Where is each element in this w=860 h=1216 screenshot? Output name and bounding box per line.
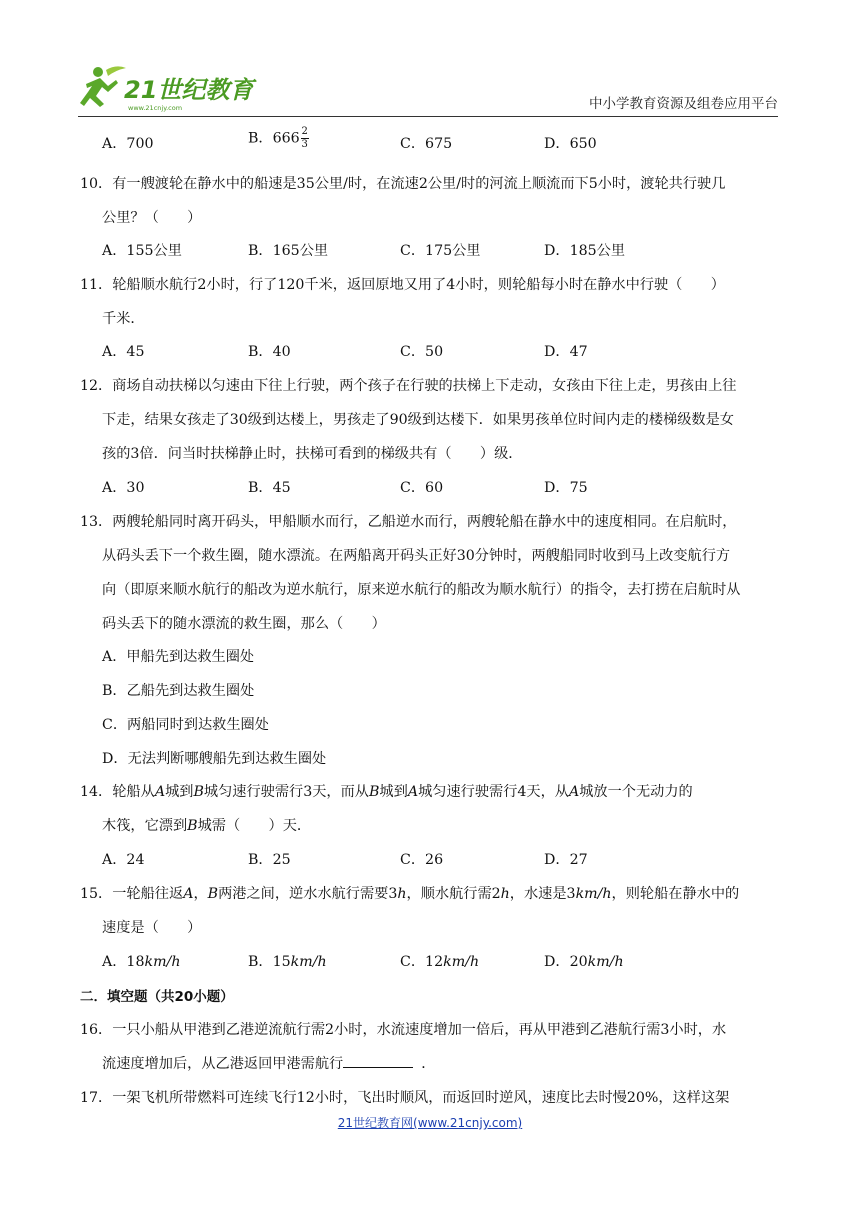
q15-line-2: 速度是（ ） bbox=[102, 920, 202, 936]
var-b: B bbox=[193, 784, 204, 800]
q12-line-3: 孩的3倍．问当时扶梯静止时，扶梯可看到的梯级共有（ ）级． bbox=[102, 446, 523, 462]
text-run: 城匀速行驶需行3天，而从 bbox=[203, 784, 369, 800]
q11-line-1: 11．轮船顺水航行2小时，行了120千米，返回原地又用了4小时，则轮船每小时在静水中行驶（ ） bbox=[80, 277, 725, 293]
q13-option-c: C．两船同时到达救生圈处 bbox=[102, 717, 269, 733]
text-run: 城需（ ）天． bbox=[197, 818, 312, 834]
var-a: A bbox=[568, 784, 580, 800]
q14-option-c: C．26 bbox=[400, 852, 444, 868]
text-run: ． bbox=[421, 1056, 436, 1072]
q15-option-c bbox=[400, 951, 479, 971]
var-a: A bbox=[407, 784, 419, 800]
q15-line-1 bbox=[80, 883, 739, 903]
q11-option-a: A．45 bbox=[102, 344, 145, 360]
text-run: 两港之间，逆水水航行需要3 bbox=[218, 886, 398, 902]
q10-option-d: D．185公里 bbox=[544, 243, 626, 259]
section-heading-fill-blank: 二．填空题（共20小题） bbox=[80, 989, 234, 1005]
q16-line-2 bbox=[102, 1053, 435, 1073]
q13-option-b: B．乙船先到达救生圈处 bbox=[102, 683, 255, 699]
q13-option-a: A．甲船先到达救生圈处 bbox=[102, 649, 255, 665]
q9-fraction bbox=[301, 127, 309, 150]
text-run: 城放一个无动力的 bbox=[579, 784, 693, 800]
q13-line-1: 13．两艘轮船同时离开码头，甲船顺水而行，乙船逆水而行，两艘轮船在静水中的速度相同。在启航时， bbox=[80, 514, 737, 530]
q14-option-a: A．24 bbox=[102, 852, 145, 868]
q9-option-b-label: B．666 bbox=[248, 130, 300, 147]
unit-kmh: km/h bbox=[575, 886, 612, 902]
text-run: 城到 bbox=[165, 784, 194, 800]
q10-line-1: 10．有一艘渡轮在静水中的船速是35公里/时，在流速2公里/时的河流上顺流而下5小时，渡轮共行驶几 bbox=[80, 176, 726, 192]
text-run: ，水速是3 bbox=[509, 886, 576, 902]
text-run: 城匀速行驶需行4天，从 bbox=[418, 784, 569, 800]
text-run: ， bbox=[193, 886, 208, 902]
q9-option-c: C．675 bbox=[400, 136, 453, 152]
q13-line-3: 向（即原来顺水航行的船改为逆水航行，原来逆水航行的船改为顺水航行）的指令，去打捞在启航时从 bbox=[102, 582, 741, 598]
q16-line-1: 16．一只小船从甲港到乙港逆流航行需2小时，水流速度增加一倍后，再从甲港到乙港航行需3小时，水 bbox=[80, 1022, 727, 1038]
option-value: C．12 bbox=[400, 954, 444, 970]
platform-title: 中小学教育资源及组卷应用平台 bbox=[589, 96, 778, 112]
text-run: 流速度增加后，从乙港返回甲港需航行 bbox=[102, 1056, 344, 1072]
var-b: B bbox=[368, 784, 380, 800]
logo-text: 21世纪教育 bbox=[124, 76, 254, 104]
q14-line-2 bbox=[102, 815, 311, 835]
q10-option-a: A．155公里 bbox=[102, 243, 182, 259]
unit-h: h bbox=[397, 886, 407, 902]
fraction-denominator: 3 bbox=[301, 139, 308, 150]
logo-url: www.21cnjy.com bbox=[128, 104, 183, 112]
q12-option-d: D．75 bbox=[544, 480, 588, 496]
footer-link[interactable]: 21世纪教育网(www.21cnjy.com) bbox=[337, 1116, 523, 1130]
q10-option-b: B．165公里 bbox=[248, 243, 329, 259]
q15-option-d bbox=[544, 951, 624, 971]
option-value: A．18 bbox=[102, 954, 145, 970]
header-rule bbox=[78, 116, 778, 117]
var-a: A bbox=[183, 886, 194, 902]
q11-option-b: B．40 bbox=[248, 344, 291, 360]
text-run: 木筏，它漂到 bbox=[102, 818, 188, 834]
text-run: ，顺水航行需2 bbox=[406, 886, 501, 902]
logo-21cnjy bbox=[78, 62, 258, 114]
q12-option-c: C．60 bbox=[400, 480, 444, 496]
q12-line-2: 下走，结果女孩走了30级到达楼上，男孩走了90级到达楼下．如果男孩单位时间内走的楼梯级数是女 bbox=[102, 412, 734, 428]
text-run: ，则轮船在静水中的 bbox=[611, 886, 740, 902]
option-value: B．15 bbox=[248, 954, 291, 970]
unit-kmh: km/h bbox=[443, 954, 480, 970]
unit-h: h bbox=[500, 886, 510, 902]
var-b: B bbox=[207, 886, 219, 902]
unit-kmh: km/h bbox=[290, 954, 327, 970]
fraction-numerator: 2 bbox=[301, 126, 308, 137]
q15-option-a bbox=[102, 951, 180, 971]
answer-blank[interactable] bbox=[343, 1054, 413, 1068]
q14-option-b: B．25 bbox=[248, 852, 291, 868]
q10-option-c: C．175公里 bbox=[400, 243, 481, 259]
footer bbox=[0, 1114, 860, 1131]
q13-line-4: 码头丢下的随水漂流的救生圈，那么（ ） bbox=[102, 616, 386, 632]
text-run: 城到 bbox=[379, 784, 408, 800]
q17-line-1: 17．一架飞机所带燃料可连续飞行12小时，飞出时顺风，而返回时逆风，速度比去时慢20%，这样这架 bbox=[80, 1090, 730, 1106]
q11-line-2: 千米． bbox=[102, 311, 145, 327]
q12-line-1: 12．商场自动扶梯以匀速由下往上行驶，两个孩子在行驶的扶梯上下走动，女孩由下往上走，男孩由上往 bbox=[80, 378, 737, 394]
q13-line-2: 从码头丢下一个救生圈，随水漂流。在两船离开码头正好30分钟时，两艘船同时收到马上改变航行方 bbox=[102, 548, 731, 564]
q9-option-b bbox=[248, 127, 309, 150]
q12-option-a: A．30 bbox=[102, 480, 145, 496]
q15-option-b bbox=[248, 951, 327, 971]
q13-option-d: D．无法判断哪艘船先到达救生圈处 bbox=[102, 751, 327, 767]
unit-kmh: km/h bbox=[144, 954, 181, 970]
q12-option-b: B．45 bbox=[248, 480, 291, 496]
text-run: 14．轮船从 bbox=[80, 784, 155, 800]
q11-option-d: D．47 bbox=[544, 344, 588, 360]
q9-option-d: D．650 bbox=[544, 136, 597, 152]
unit-kmh: km/h bbox=[587, 954, 624, 970]
q14-option-d: D．27 bbox=[544, 852, 588, 868]
q14-line-1 bbox=[80, 781, 693, 801]
page-header bbox=[78, 62, 778, 114]
text-run: 15．一轮船往返 bbox=[80, 886, 184, 902]
var-a: A bbox=[154, 784, 166, 800]
q11-option-c: C．50 bbox=[400, 344, 444, 360]
q10-line-2: 公里？（ ） bbox=[102, 210, 202, 226]
var-b: B bbox=[187, 818, 198, 834]
q9-option-a: A．700 bbox=[102, 136, 154, 152]
option-value: D．20 bbox=[544, 954, 588, 970]
